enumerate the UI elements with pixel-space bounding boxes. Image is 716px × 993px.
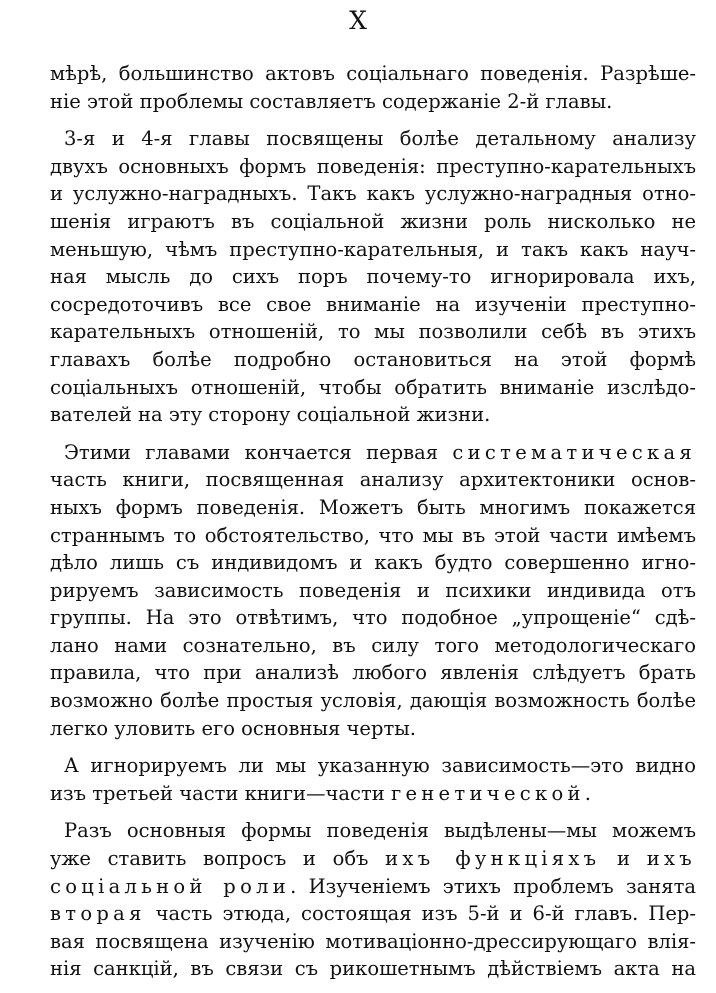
spaced-emphasis: соціальной роли (50, 874, 291, 898)
text-line (50, 439, 696, 467)
paragraph-3 (50, 439, 696, 743)
text-line: изъ третьей части книги—части генетической. (50, 781, 591, 805)
text-line: мѣрѣ, большинство актовъ соціальнаго поведенія. Разрѣше- (50, 62, 696, 85)
text-line: сосредоточивъ все свое вниманіе на изученіи преступно- (50, 292, 696, 316)
text-line: дѣло лишь съ индивидомъ и какъ будто совершенно игно- (50, 551, 696, 575)
text-line: вателей на эту сторону соціальной жизни. (50, 403, 491, 427)
text-line: ныхъ формъ поведенія. Можетъ быть многимъ покажется (50, 495, 696, 519)
text-line: А игнорируемъ ли мы указанную зависимость—это видно (64, 754, 696, 778)
paragraph-1 (50, 60, 696, 115)
text-line: часть книги, посвященная анализу архитектоники основ- (50, 468, 696, 492)
text-line: правила, что при анализѣ любого явленія слѣдуетъ брать (50, 661, 696, 685)
text-line (50, 900, 696, 928)
page-number: X (349, 6, 367, 35)
text-line (50, 873, 696, 901)
text-run: изъ третьей части книги—части (50, 781, 391, 805)
text-line: ніе этой проблемы составляетъ содержаніе 2-й главы. (50, 89, 613, 113)
text-line: ная мысль до сихъ поръ почему-то игнорировала ихъ, (50, 265, 696, 289)
paragraph-2 (50, 125, 696, 429)
text-run: Этими главами кончается первая (64, 440, 453, 464)
text-line: лано нами сознательно, въ силу того методологическаго (50, 633, 696, 657)
text-line: страннымъ то обстоятельство, что мы въ этой части имѣемъ (50, 523, 696, 547)
text-line: вая посвящена изученію мотиваціонно-дрессирующаго влія- (50, 929, 696, 953)
text-line: легко уловить его основныя черты. (50, 716, 416, 740)
text-line (50, 845, 696, 873)
paragraph-5 (50, 817, 696, 983)
text-line: нія санкцій, въ связи съ рикошетнымъ дѣйствіемъ акта на (50, 957, 696, 981)
paragraph-4 (50, 752, 696, 807)
text-run: и (600, 847, 647, 871)
text-line: группы. На это отвѣтимъ, что подобное „упрощеніе“ сдѣ- (50, 606, 696, 630)
text-line: Разъ основныя формы поведенія выдѣлены—мы можемъ (64, 819, 696, 843)
text-line: соціальныхъ отношеній, чтобы обратить вниманіе изслѣдо- (50, 375, 696, 399)
spaced-emphasis: ихъ (646, 847, 696, 871)
spaced-emphasis: вторая (50, 902, 146, 926)
text-line: меньшую, чѣмъ преступно-карательныя, и такъ какъ науч- (50, 237, 696, 261)
text-line: карательныхъ отношеній, то мы позволили себѣ въ этихъ (50, 320, 696, 344)
spaced-emphasis: генетической (390, 781, 585, 805)
text-line: и услужно-наградныхъ. Такъ какъ услужно-наградныя отно- (50, 182, 696, 206)
text-line: двухъ основныхъ формъ поведенія: преступно-карательныхъ (50, 154, 696, 178)
text-line: шенія играютъ въ соціальной жизни роль нисколько не (50, 209, 696, 233)
text-line: главахъ болѣе подробно остановиться на этой формѣ (50, 347, 696, 371)
text-run: часть этюда, состоящая изъ 5-й и 6-й главъ. Пер- (145, 902, 696, 926)
text-run: . Изученіемъ этихъ проблемъ занята (290, 874, 696, 898)
page-body (50, 60, 696, 993)
text-line: рируемъ зависимость поведенія и психики индивида отъ (50, 578, 696, 602)
spaced-emphasis: систематическая (452, 440, 696, 464)
text-run: уже ставить вопросъ и объ (50, 847, 386, 871)
text-line: возможно болѣе простыя условія, дающія возможность болѣе (50, 689, 696, 713)
spaced-emphasis: ихъ функціяхъ (385, 847, 601, 871)
text-line: 3-я и 4-я главы посвящены болѣе детальному анализу (64, 127, 696, 151)
